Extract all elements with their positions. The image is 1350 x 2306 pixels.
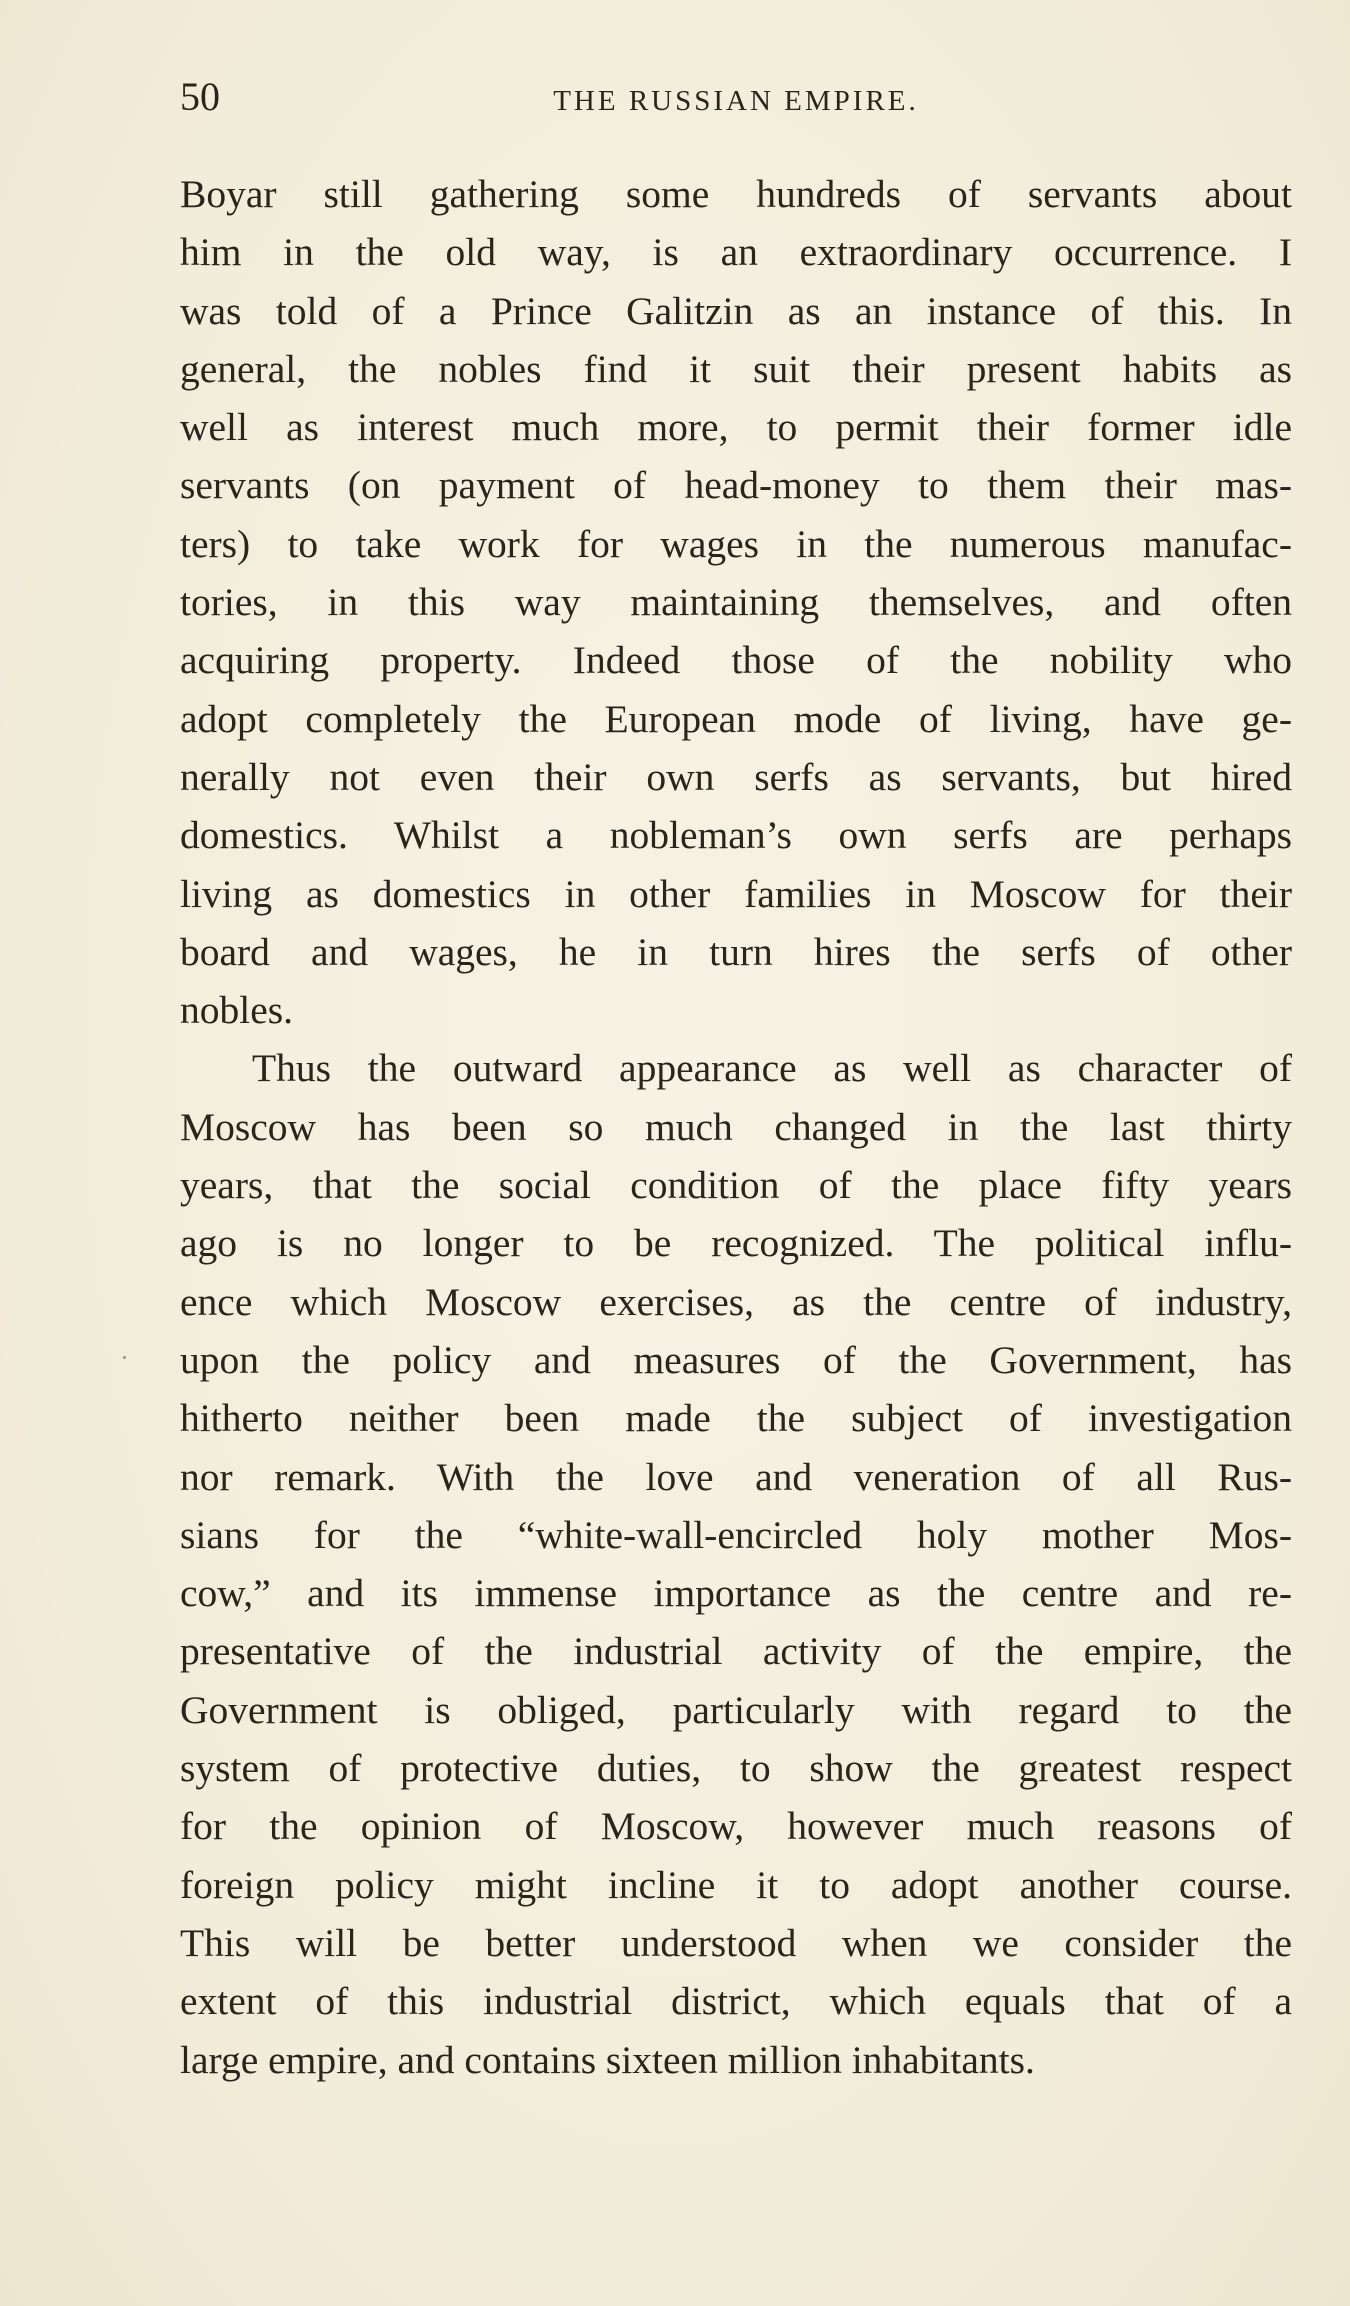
body-text [180, 165, 1292, 2089]
text-line: board and wages, he in turn hires the serfs of other [180, 929, 1292, 974]
running-title: THE RUSSIAN EMPIRE. [553, 85, 919, 117]
text-line: cow,” and its immense importance as the centre and re- [180, 1571, 1292, 1616]
text-line: was told of a Prince Galitzin as an instance of this. In [180, 288, 1292, 333]
text-line: hitherto neither been made the subject of investigation [180, 1396, 1292, 1441]
text-line: ters) to take work for wages in the numerous manufac- [180, 521, 1292, 566]
text-line: upon the policy and measures of the Government, has [180, 1337, 1292, 1382]
text-line: him in the old way, is an extraordinary occurrence. I [180, 230, 1292, 275]
text-line: presentative of the industrial activity of the empire, the [180, 1629, 1292, 1674]
text-line: ence which Moscow exercises, as the centre of industry, [180, 1279, 1292, 1324]
text-line: tories, in this way maintaining themselves, and often [180, 580, 1292, 625]
text-line: servants (on payment of head-money to them their mas- [180, 463, 1292, 508]
text-line: years, that the social condition of the place fifty years [180, 1163, 1292, 1208]
text-line: ago is no longer to be recognized. The political influ- [180, 1221, 1292, 1266]
text-line: Government is obliged, particularly with regard to the [180, 1687, 1292, 1732]
text-line: This will be better understood when we consider the [180, 1920, 1292, 1965]
text-line: nerally not even their own serfs as servants, but hired [180, 754, 1292, 799]
paragraph-1 [180, 165, 1292, 1039]
text-line: for the opinion of Moscow, however much reasons of [180, 1804, 1292, 1849]
text-line: sians for the “white-wall-encircled holy mother Mos- [180, 1512, 1292, 1557]
text-line: nor remark. With the love and veneration of all Rus- [180, 1454, 1292, 1499]
text-line: Moscow has been so much changed in the last thirty [180, 1104, 1292, 1149]
text-line: foreign policy might incline it to adopt another course. [180, 1862, 1292, 1907]
text-line: domestics. Whilst a nobleman’s own serfs are perhaps [180, 813, 1292, 858]
text-line: nobles. [180, 988, 294, 1033]
text-line: living as domestics in other families in Moscow for their [180, 871, 1292, 916]
page-header [180, 72, 1292, 122]
text-line: general, the nobles find it suit their present habits as [180, 346, 1292, 391]
page-number: 50 [180, 74, 220, 119]
text-line: extent of this industrial district, which equals that of a [180, 1979, 1292, 2024]
text-line: Thus the outward appearance as well as character of [252, 1046, 1292, 1091]
text-line: large empire, and contains sixteen million inhabitants. [180, 2037, 1035, 2082]
text-line: adopt completely the European mode of living, have ge- [180, 696, 1292, 741]
text-line: Boyar still gathering some hundreds of servants about [180, 172, 1292, 216]
text-line: system of protective duties, to show the greatest respect [180, 1746, 1292, 1791]
margin-mark [123, 1356, 126, 1359]
text-line: acquiring property. Indeed those of the nobility who [180, 638, 1292, 683]
paragraph-2 [180, 1039, 1292, 2088]
text-line: well as interest much more, to permit their former idle [180, 405, 1292, 450]
